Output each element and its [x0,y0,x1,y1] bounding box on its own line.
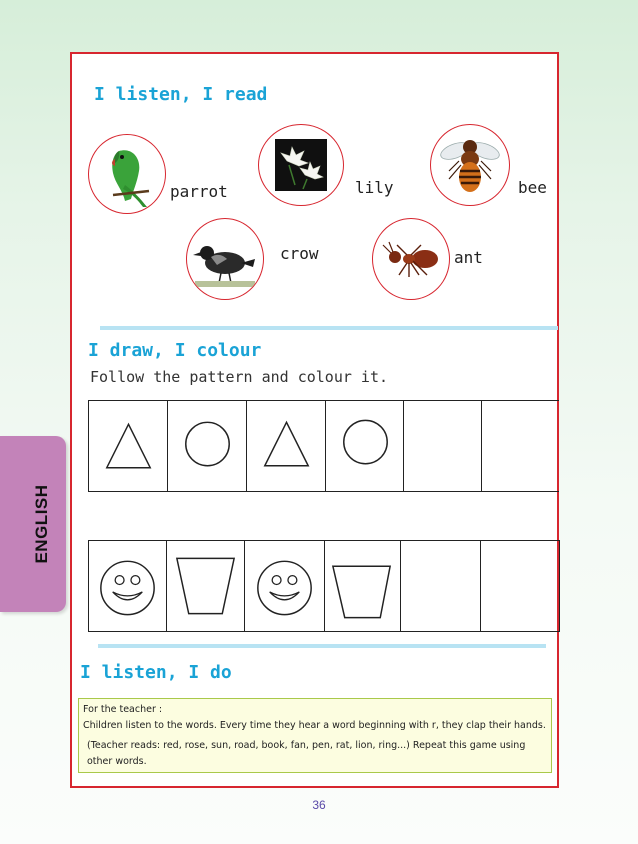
section-title-draw-colour: I draw, I colour [88,340,262,361]
pattern-cell-smiley [89,541,167,631]
teacher-note-line-2: (Teacher reads: red, rose, sun, road, book, fan, pen, rat, lion, ring...) Repeat this game using [87,740,526,751]
crow-icon [186,218,264,300]
teacher-note-line-1: Children listen to the words. Every time they hear a word beginning with r, they clap their hands. [83,720,546,731]
section-divider-1 [100,326,558,330]
bee-icon [430,124,510,206]
pattern-cell-triangle [247,401,326,491]
page-number: 36 [312,798,326,812]
pattern-row-shapes [88,400,559,492]
pattern-cell-smiley [245,541,325,631]
pattern-cell-triangle [89,401,168,491]
word-ant: ant [454,248,483,267]
parrot-icon [88,134,166,214]
section-title-listen-do: I listen, I do [80,662,232,683]
worksheet-page [70,52,559,788]
word-lily: lily [355,178,394,197]
pattern-row-faces [88,540,560,632]
word-crow: crow [280,244,319,263]
pattern-cell-circle [326,401,404,491]
teacher-note-box [78,698,552,773]
pattern-cell-trapezoid [167,541,245,631]
teacher-note-line-3: other words. [87,756,147,767]
word-bee: bee [518,178,547,197]
pattern-cell-blank[interactable] [401,541,481,631]
ant-icon [372,218,450,300]
pattern-cell-blank[interactable] [482,401,559,491]
pattern-cell-blank[interactable] [404,401,482,491]
word-parrot: parrot [170,182,228,201]
pattern-cell-blank[interactable] [481,541,557,631]
instruction-text: Follow the pattern and colour it. [90,368,389,386]
side-tab [0,436,66,612]
side-tab-label: ENGLISH [32,484,51,564]
lily-icon [258,124,344,206]
section-title-listen-read: I listen, I read [94,84,268,105]
section-divider-2 [98,644,546,648]
pattern-cell-circle [168,401,247,491]
pattern-cell-trapezoid [325,541,401,631]
teacher-note-label: For the teacher : [83,704,163,715]
